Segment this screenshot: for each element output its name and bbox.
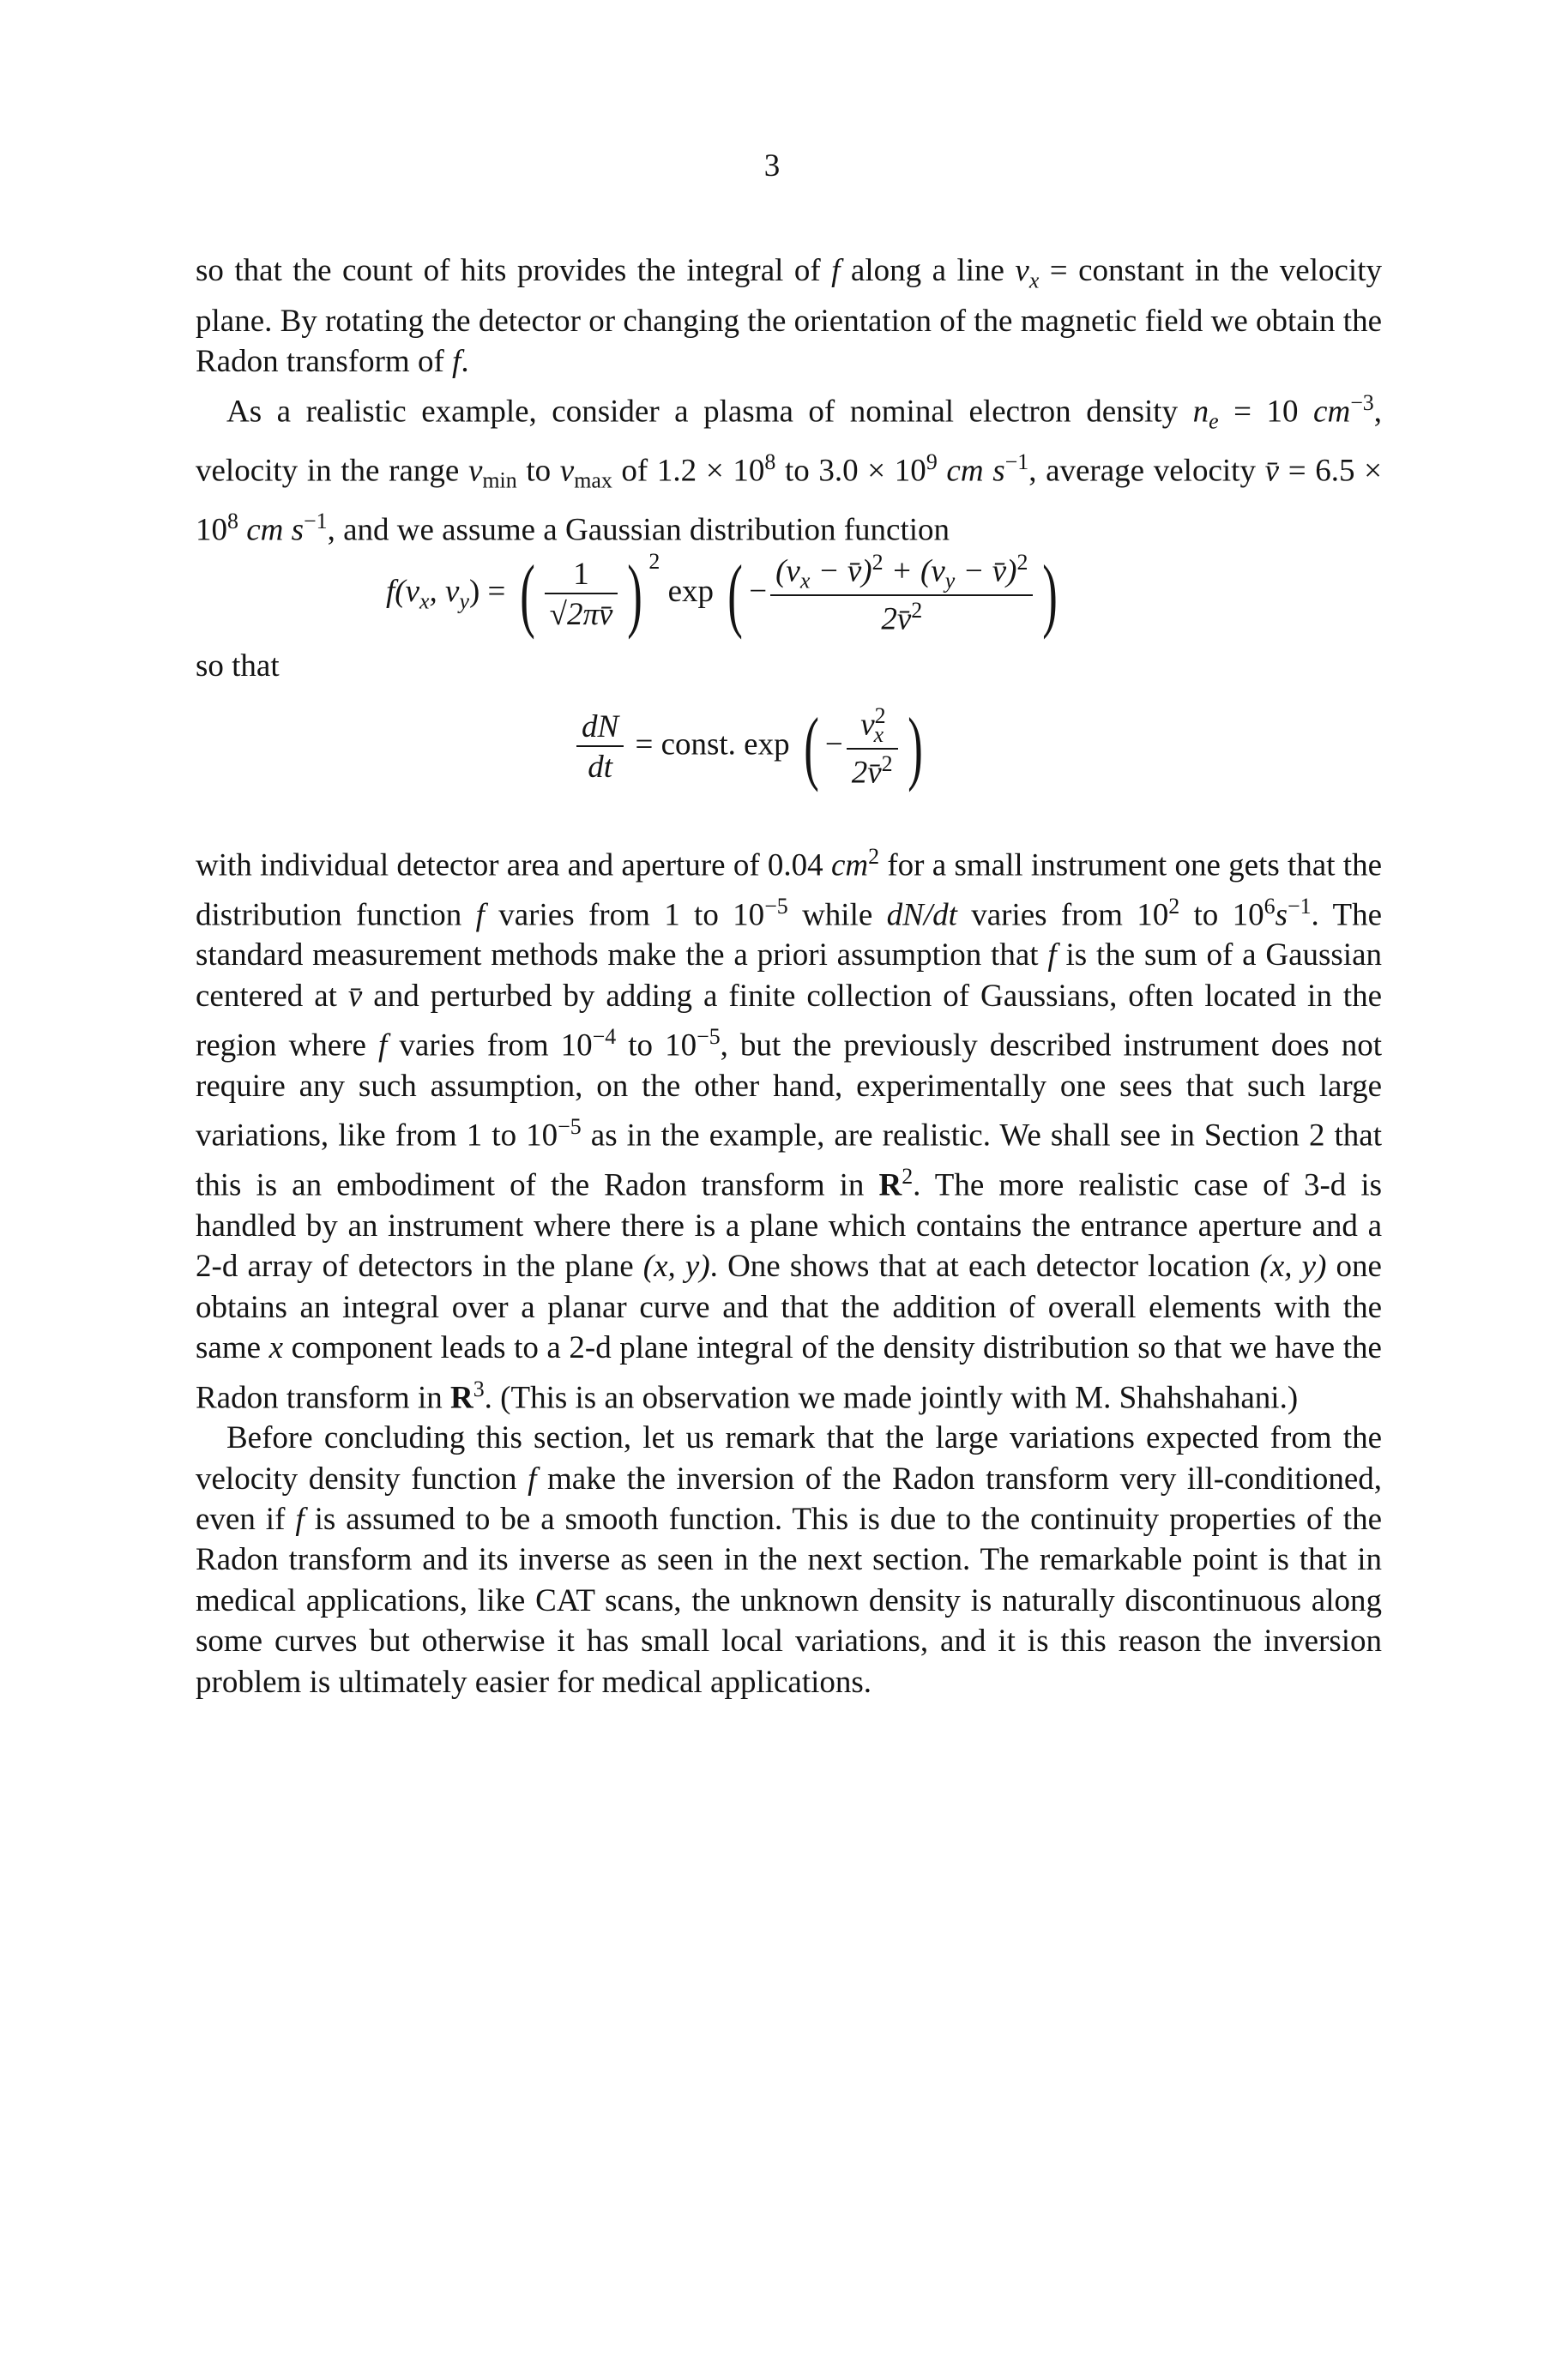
paragraph-2: As a realistic example, consider a plasma of nominal electron density $n_e = 10$ $cm^{-3}$, velocity in the range $v_{min}$ to $v_{max}$ of $1.2 \times 10^8$ to $3.0 \times 10^9$ cm $s^{-1}$, average velocity v̄ = $6.5 \times 10^8$ cm $s^{-1}$, and we assume a Gaussian distribution function: [196, 389, 1382, 548]
paragraph-1: so that the count of hits provides the integral of f along a line $v_x$ = constant in the velocity plane. By rotating the detector or changing the orientation of the magnetic field we obtain the Radon transform of f.: [196, 253, 1382, 380]
equation-dn-dt: $\frac{dN}{dt}$ = const. exp ( − $\frac{v^2_x}{2v̄^2}$ ): [573, 703, 929, 791]
text-block-bottom: [196, 836, 1382, 1702]
paragraph-4: Before concluding this section, let us remark that the large variations expected from the velocity density function f make the inversion of the Radon transform very ill-conditioned, even if f is assumed to be a smooth function. This is due to the continuity properties of the Radon transform and its inverse as seen in the next section. The remarkable point is that in medical applications, like CAT scans, the unknown density is naturally discontinuous along some curves but otherwise it has small local variations, and it is this reason the inversion problem is ultimately easier for medical applications.: [196, 1420, 1382, 1700]
page-number: 3: [763, 148, 781, 184]
so-that-label: so that: [196, 648, 280, 684]
text-block-top: [196, 250, 1382, 551]
equation-gaussian: $f(v_x$, $v_y$) = ( $\frac{1}{√2\pi v̄}$ ) $^2$ exp ( − $\frac{(v_x - v̄)^2 + (v_y - v̄)^2}{2v̄^2}$ ): [386, 547, 1058, 640]
paragraph-3: with individual detector area and aperture of 0.04 $cm^2$ for a small instrument one gets that the distribution function f varies from 1 to $10^{-5}$ while dN/dt varies from $10^2$ to $10^6s^{-1}$. The standard measurement methods make the a priori assumption that f is the sum of a Gaussian centered at v̄ and perturbed by adding a finite collection of Gaussians, often located in the region where f varies from $10^{-4}$ to $10^{-5}$, but the previously described instrument does not require any such assumption, on the other hand, experimentally one sees that such large variations, like from 1 to $10^{-5}$ as in the example, are realistic. We shall see in Section 2 that this is an embodiment of the Radon transform in $R^2$. The more realistic case of 3-d is handled by an instrument where there is a plane which contains the entrance aperture and a 2-d array of detectors in the plane (x, y). One shows that at each detector location (x, y) one obtains an integral over a planar curve and that the addition of overall elements with the same x component leads to a 2-d plane integral of the density distribution so that we have the Radon transform in $R^3$. (This is an observation we made jointly with M. Shahshahani.): [196, 844, 1383, 1415]
